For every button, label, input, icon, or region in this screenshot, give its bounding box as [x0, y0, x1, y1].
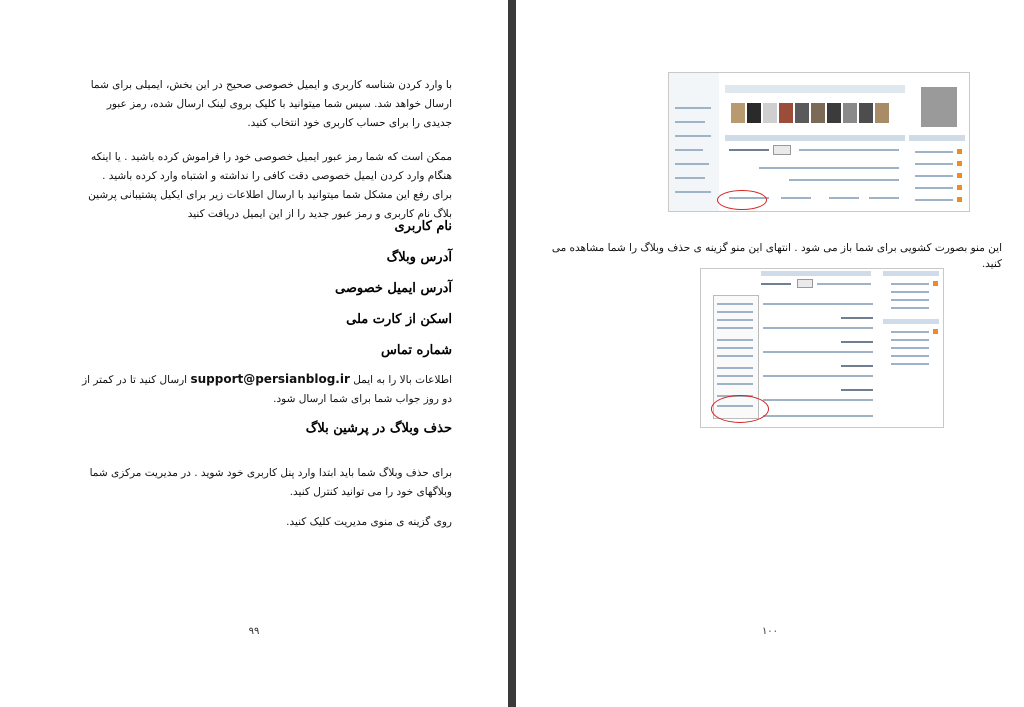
dropdown-line	[717, 303, 753, 305]
sidebar-bullet	[957, 197, 962, 202]
section-heading-delete-blog: حذف وبلاگ در پرشین بلاگ	[305, 421, 452, 436]
sidebar-line	[891, 331, 929, 333]
sidebar-bullet	[957, 185, 962, 190]
forgot-email-paragraph: ممکن است که شما رمز عبور ایمیل خصوصی خود را فراموش کرده باشید . یا اینکه هنگام وارد کردن ایمیل خصوصی دقت کافی را نداشته و اشتباه وارد کرده باشید . برای رفع این مشکل شما میتوانید با ارسال اطلاعات زیر برای ایکیل پشتیبانی پرشین بلاگ نام کاربری و رمز عبور جدید را از این ایمیل دریافت کنید	[88, 151, 452, 220]
row-line	[761, 283, 791, 285]
sidebar-bullet	[933, 329, 938, 334]
sidebar-line	[891, 307, 929, 309]
sidebar-header-bar	[883, 271, 939, 276]
row-line	[763, 303, 873, 305]
profile-photo	[921, 87, 957, 127]
page-100	[516, 0, 1024, 707]
list-item-phone-number: شماره تماس	[381, 343, 452, 358]
blog-panel-screenshot	[668, 72, 970, 212]
dropdown-caption: این منو بصورت کشویی برای شما باز می شود . انتهای این منو گزینه ی حذف وبلاگ را شما مشاهده می کنید.	[551, 242, 1002, 270]
sidebar-bullet	[933, 281, 938, 286]
row-line	[841, 317, 873, 319]
left-line	[675, 191, 711, 193]
sidebar-line	[891, 339, 929, 341]
avatar-thumb	[795, 103, 809, 123]
delete-blog-paragraph: برای حذف وبلاگ شما باید ابتدا وارد پنل کاربری خود شوید . در مدیریت مرکزی شما وبلاگهای خود را می توانید کنترل کنید.	[89, 467, 452, 498]
dropdown-line	[717, 375, 753, 377]
sidebar-line	[891, 283, 929, 285]
page-99	[0, 0, 508, 707]
dropdown-line	[717, 383, 753, 385]
sidebar-line	[915, 163, 953, 165]
sidebar-bullet	[957, 161, 962, 166]
dropdown-line	[717, 327, 753, 329]
avatar-thumb	[763, 103, 777, 123]
support-email-link[interactable]: support@persianblog.ir	[190, 372, 350, 386]
dropdown-line	[717, 311, 753, 313]
row-line	[763, 399, 873, 401]
contact-paragraph	[80, 370, 452, 409]
sidebar-line	[915, 199, 953, 201]
row-line	[781, 197, 811, 199]
sidebar-bullet	[957, 149, 962, 154]
left-line	[675, 163, 709, 165]
list-item-blog-address: آدرس وبلاگ	[386, 250, 452, 265]
sidebar-line	[891, 363, 929, 365]
contact-prefix: اطلاعات بالا را به ایمل	[353, 374, 452, 386]
sidebar-line	[891, 299, 929, 301]
row-line	[789, 179, 899, 181]
row-line	[829, 197, 859, 199]
sidebar-line	[915, 175, 953, 177]
sidebar-line	[891, 355, 929, 357]
row-line	[729, 149, 769, 151]
avatar-thumb	[779, 103, 793, 123]
avatar-thumb	[747, 103, 761, 123]
page-gutter	[508, 0, 516, 707]
sidebar-bullet	[957, 173, 962, 178]
dropdown-line	[717, 319, 753, 321]
top-banner-graphic	[725, 85, 905, 93]
dropdown-line	[717, 339, 753, 341]
left-line	[675, 135, 711, 137]
page-number: ۹۹	[248, 626, 260, 637]
left-line	[675, 121, 705, 123]
avatar-thumb	[859, 103, 873, 123]
highlight-circle-delete-blog	[711, 395, 769, 423]
manage-menu-paragraph: روی گزینه ی منوی مدیریت کلیک کنید.	[286, 516, 452, 528]
intro-paragraph: با وارد کردن شناسه کاربری و ایمیل خصوصی صحیح در این بخش، ایمیلی برای شما ارسال خواهد شد. سپس شما میتوانید با کلیک بروی لینک ارسال شده، رمز عبور جدیدی را برای حساب کاربری خود انتخاب کنید.	[90, 79, 452, 129]
list-item-private-email: آدرس ایمیل خصوصی	[334, 281, 452, 296]
row-line	[841, 389, 873, 391]
left-line	[675, 107, 711, 109]
left-line	[675, 149, 703, 151]
select-graphic	[773, 145, 791, 155]
dropdown-line	[717, 367, 753, 369]
row-line	[869, 197, 899, 199]
row-line	[817, 283, 871, 285]
row-line	[763, 415, 873, 417]
select-graphic	[797, 279, 813, 288]
dropdown-line	[717, 347, 753, 349]
avatar-thumb	[731, 103, 745, 123]
header-bar	[761, 271, 871, 276]
dropdown-menu-screenshot	[700, 268, 944, 428]
row-line	[763, 351, 873, 353]
sidebar-line	[891, 347, 929, 349]
row-line	[841, 341, 873, 343]
avatar-thumb	[827, 103, 841, 123]
sidebar-header-bar	[909, 135, 965, 141]
avatar-thumb	[843, 103, 857, 123]
section-header-bar	[725, 135, 905, 141]
list-item-id-card-scan: اسکن از کارت ملی	[346, 312, 452, 327]
page-number: ۱۰۰	[761, 626, 779, 637]
row-line	[763, 327, 873, 329]
row-line	[841, 365, 873, 367]
row-line	[759, 167, 899, 169]
left-line	[675, 177, 705, 179]
row-line	[763, 375, 873, 377]
dropdown-line	[717, 355, 753, 357]
highlight-circle-manage-menu	[717, 190, 767, 210]
avatar-thumb	[811, 103, 825, 123]
sidebar-line	[915, 187, 953, 189]
avatar-thumb	[875, 103, 889, 123]
sidebar-header-bar	[883, 319, 939, 324]
sidebar-line	[915, 151, 953, 153]
contact-suffix: ارسال کنید تا در کمتر از دو روز جواب شما برای شما ارسال شود.	[82, 374, 452, 405]
row-line	[799, 149, 899, 151]
sidebar-line	[891, 291, 929, 293]
list-item-username: نام کاربری	[394, 219, 452, 234]
